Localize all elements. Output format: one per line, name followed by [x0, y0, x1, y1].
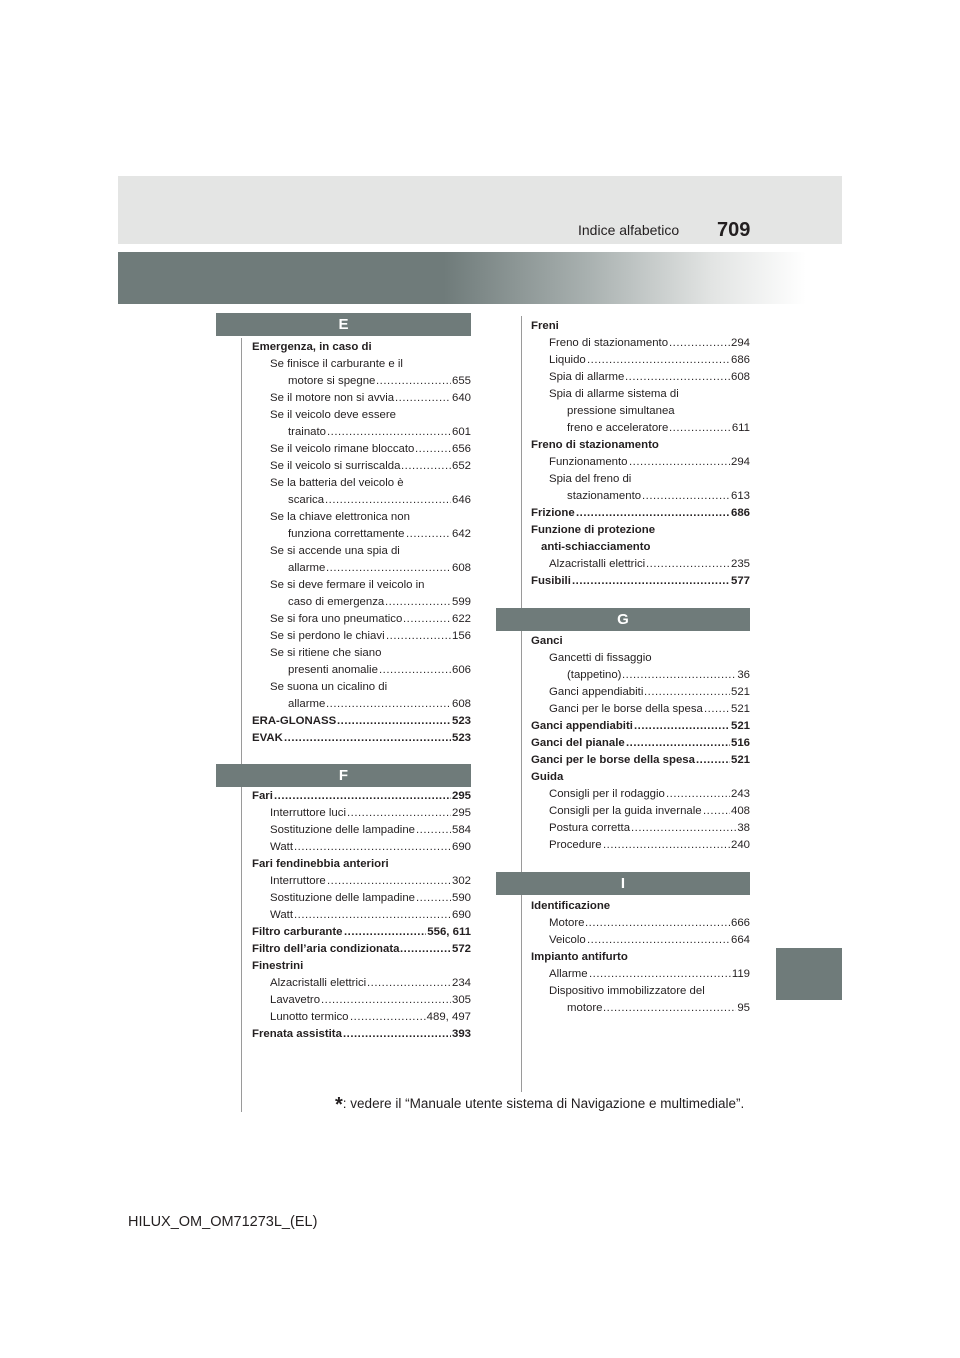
- index-entry-line: [531, 573, 750, 590]
- index-entry-line: [531, 932, 750, 949]
- index-entry-line: [252, 645, 471, 662]
- index-entry-label: Watt: [270, 841, 293, 853]
- index-entry-page[interactable]: 156: [451, 628, 471, 645]
- index-entry-label: Ganci appendiabiti: [549, 686, 644, 698]
- index-entry-label: Procedure: [549, 839, 602, 851]
- index-entry-page[interactable]: 642: [451, 526, 471, 543]
- index-entry-page[interactable]: 613: [730, 488, 750, 505]
- index-entry-page[interactable]: 523: [451, 730, 471, 747]
- leader-dots: [401, 458, 451, 475]
- leader-dots: [379, 662, 451, 679]
- footnote-asterisk: *: [335, 1094, 343, 1116]
- leader-dots: [603, 837, 730, 854]
- index-entry-label: allarme: [288, 562, 326, 574]
- index-entry-page[interactable]: 240: [730, 837, 750, 854]
- leader-dots: [585, 915, 730, 932]
- page-number: 709: [717, 219, 751, 241]
- index-entry-label: Motore: [549, 917, 585, 929]
- index-entry-line: [252, 424, 471, 441]
- index-entry-line: [252, 924, 471, 941]
- leader-dots: [587, 352, 730, 369]
- index-entry-page[interactable]: 243: [730, 786, 750, 803]
- index-entry-page[interactable]: 666: [730, 915, 750, 932]
- index-entry-page[interactable]: 36: [736, 667, 750, 684]
- index-entry-label: anti-schiacciamento: [541, 541, 651, 553]
- index-entry-label: Se il veicolo rimane bloccato: [270, 443, 415, 455]
- index-entry-page[interactable]: 640: [451, 390, 471, 407]
- leader-dots: [646, 556, 730, 573]
- index-entry-label: Alzacristalli elettrici: [549, 558, 646, 570]
- index-entry-line: [252, 839, 471, 856]
- index-entry-page[interactable]: 305: [451, 992, 471, 1009]
- index-entry-page[interactable]: 234: [451, 975, 471, 992]
- index-entry-label: Alzacristalli elettrici: [270, 977, 367, 989]
- index-entry-page[interactable]: 489, 497: [426, 1009, 471, 1026]
- leader-dots: [284, 730, 451, 747]
- index-entry-page[interactable]: 686: [730, 352, 750, 369]
- index-entry-label: Ganci per le borse della spesa: [549, 703, 703, 715]
- index-entry-line: [531, 667, 750, 684]
- index-entry-line: [252, 594, 471, 611]
- index-entry-page[interactable]: 521: [730, 684, 750, 701]
- index-entry-line: [252, 628, 471, 645]
- footnote: [335, 1094, 744, 1117]
- index-entry-line: [252, 907, 471, 924]
- index-entry-label: Se il veicolo deve essere: [270, 409, 396, 421]
- index-entry-line: [252, 577, 471, 594]
- index-entry-line: [531, 335, 750, 352]
- leader-dots: [294, 907, 451, 924]
- right-column-rule: [521, 316, 522, 1092]
- index-entry-page[interactable]: 584: [451, 822, 471, 839]
- section-header-g: G: [496, 608, 750, 631]
- index-entry-page[interactable]: 119: [731, 966, 750, 983]
- index-entry-label: (tappetino): [567, 669, 622, 681]
- index-entry-line: [252, 941, 471, 958]
- index-entry-page[interactable]: 611: [731, 420, 750, 437]
- index-entry-label: Funzione di protezione: [531, 524, 656, 536]
- index-entry-label: Ganci appendiabiti: [531, 720, 633, 732]
- index-entry-label: ERA-GLONASS: [252, 715, 337, 727]
- index-entry-line: [252, 441, 471, 458]
- index-entry-page[interactable]: 608: [451, 696, 471, 713]
- index-entry-line: [531, 915, 750, 932]
- index-entry-label: funziona correttamente: [288, 528, 405, 540]
- index-entry-line: [252, 492, 471, 509]
- index-entry-line: [531, 735, 750, 752]
- index-entry-line: [531, 684, 750, 701]
- section-header-i: I: [496, 872, 750, 895]
- index-entry-line: [252, 713, 471, 730]
- index-entry-label: Se la chiave elettronica non: [270, 511, 410, 523]
- leader-dots: [325, 492, 451, 509]
- index-entry-label: Interruttore: [270, 875, 326, 887]
- leader-dots: [403, 611, 451, 628]
- index-list-f-continued: [531, 318, 750, 590]
- index-entry-page[interactable]: 646: [451, 492, 471, 509]
- index-entry-line: [252, 509, 471, 526]
- index-entry-page[interactable]: 556, 611: [426, 924, 471, 941]
- index-entry-line: [252, 822, 471, 839]
- index-list-i: [531, 898, 750, 1017]
- section-header-f: F: [216, 764, 471, 787]
- index-entry-label: Freno di stazionamento: [549, 337, 669, 349]
- index-entry-line: [252, 458, 471, 475]
- leader-dots: [415, 441, 451, 458]
- index-entry-page[interactable]: 408: [730, 803, 750, 820]
- index-entry-line: [531, 1000, 750, 1017]
- leader-dots: [406, 526, 451, 543]
- index-entry-line: [252, 788, 471, 805]
- index-entry-label: Sostituzione delle lampadine: [270, 824, 416, 836]
- index-entry-line: [252, 873, 471, 890]
- index-entry-line: [531, 898, 750, 915]
- index-entry-page[interactable]: 295: [451, 805, 471, 822]
- index-entry-page[interactable]: 521: [730, 752, 750, 769]
- index-entry-label: Postura corretta: [549, 822, 631, 834]
- index-entry-line: [531, 769, 750, 786]
- index-entry-label: Frizione: [531, 507, 575, 519]
- index-entry-label: Ganci: [531, 635, 563, 647]
- leader-dots: [367, 975, 451, 992]
- index-entry-label: Allarme: [549, 968, 588, 980]
- leader-dots: [400, 941, 451, 958]
- index-entry-page[interactable]: 601: [451, 424, 471, 441]
- index-entry-label: Gancetti di fissaggio: [549, 652, 652, 664]
- index-entry-page[interactable]: 302: [451, 873, 471, 890]
- index-entry-page[interactable]: 294: [730, 335, 750, 352]
- index-entry-line: [531, 650, 750, 667]
- index-entry-label: caso di emergenza: [288, 596, 385, 608]
- index-entry-label: Consigli per la guida invernale: [549, 805, 702, 817]
- index-entry-line: [252, 696, 471, 713]
- index-entry-line: [531, 556, 750, 573]
- index-entry-line: [531, 403, 750, 420]
- leader-dots: [626, 735, 730, 752]
- index-entry-page[interactable]: 590: [451, 890, 471, 907]
- index-entry-label: Se suona un cicalino di: [270, 681, 388, 693]
- index-entry-label: freno e acceleratore: [567, 422, 669, 434]
- index-entry-label: Fusibili: [531, 575, 571, 587]
- index-entry-line: [531, 318, 750, 335]
- index-entry-line: [531, 352, 750, 369]
- index-entry-page[interactable]: 690: [451, 839, 471, 856]
- index-entry-line: [252, 356, 471, 373]
- index-entry-label: Spia del freno di: [549, 473, 632, 485]
- index-entry-page[interactable]: 95: [736, 1000, 750, 1017]
- index-list-g: [531, 633, 750, 854]
- leader-dots: [696, 752, 730, 769]
- leader-dots: [395, 390, 451, 407]
- leader-dots: [642, 488, 730, 505]
- index-entry-line: [252, 662, 471, 679]
- leader-dots: [669, 335, 730, 352]
- index-entry-label: scarica: [288, 494, 325, 506]
- index-entry-label: Identificazione: [531, 900, 611, 912]
- index-entry-line: [531, 420, 750, 437]
- index-entry-label: Se il motore non si avvia: [270, 392, 395, 404]
- index-entry-label: Consigli per il rodaggio: [549, 788, 665, 800]
- index-entry-label: allarme: [288, 698, 326, 710]
- index-entry-line: [531, 786, 750, 803]
- leader-dots: [294, 839, 451, 856]
- leader-dots: [344, 924, 426, 941]
- gradient-band: [118, 252, 842, 304]
- index-entry-line: [531, 633, 750, 650]
- index-entry-line: [252, 992, 471, 1009]
- index-entry-label: Veicolo: [549, 934, 586, 946]
- index-entry-page[interactable]: 664: [730, 932, 750, 949]
- index-entry-line: [252, 679, 471, 696]
- index-list-e: [252, 339, 471, 747]
- index-entry-label: Liquido: [549, 354, 586, 366]
- index-entry-line: [531, 837, 750, 854]
- index-entry-label: Se si perdono le chiavi: [270, 630, 385, 642]
- index-entry-line: [531, 966, 750, 983]
- leader-dots: [386, 628, 451, 645]
- leader-dots: [631, 820, 736, 837]
- index-entry-label: trainato: [288, 426, 326, 438]
- index-entry-page[interactable]: 690: [451, 907, 471, 924]
- index-entry-page[interactable]: 523: [451, 713, 471, 730]
- leader-dots: [343, 1026, 451, 1043]
- index-entry-page[interactable]: 521: [730, 701, 750, 718]
- index-entry-line: [531, 718, 750, 735]
- index-entry-line: [531, 820, 750, 837]
- index-entry-page[interactable]: 608: [451, 560, 471, 577]
- index-entry-line: [252, 526, 471, 543]
- leader-dots: [327, 424, 451, 441]
- index-entry-label: Frenata assistita: [252, 1028, 342, 1040]
- index-entry-label: Freni: [531, 320, 559, 332]
- index-entry-label: presenti anomalie: [288, 664, 378, 676]
- index-list-f: [252, 788, 471, 1043]
- leader-dots: [572, 573, 730, 590]
- index-entry-line: [252, 856, 471, 873]
- index-entry-page[interactable]: 521: [730, 718, 750, 735]
- index-entry-line: [252, 975, 471, 992]
- index-entry-page[interactable]: 622: [451, 611, 471, 628]
- leader-dots: [625, 369, 730, 386]
- leader-dots: [704, 701, 730, 718]
- index-entry-page[interactable]: 686: [730, 505, 750, 522]
- index-entry-label: Filtro carburante: [252, 926, 343, 938]
- index-entry-label: Funzionamento: [549, 456, 628, 468]
- index-entry-page[interactable]: 295: [451, 788, 471, 805]
- index-entry-label: Se si fora uno pneumatico: [270, 613, 403, 625]
- index-entry-label: Spia di allarme sistema di: [549, 388, 679, 400]
- index-entry-line: [531, 505, 750, 522]
- leader-dots: [326, 560, 451, 577]
- index-entry-label: pressione simultanea: [567, 405, 675, 417]
- index-entry-label: Emergenza, in caso di: [252, 341, 372, 353]
- index-entry-line: [531, 488, 750, 505]
- left-column-rule: [241, 338, 242, 1112]
- document-code: HILUX_OM_OM71273L_(EL): [128, 1214, 318, 1230]
- index-entry-line: [531, 454, 750, 471]
- index-entry-page[interactable]: 599: [451, 594, 471, 611]
- index-entry-label: Sostituzione delle lampadine: [270, 892, 416, 904]
- leader-dots: [416, 890, 451, 907]
- index-entry-label: Se si deve fermare il veicolo in: [270, 579, 425, 591]
- leader-dots: [644, 684, 730, 701]
- index-entry-page[interactable]: 516: [730, 735, 750, 752]
- leader-dots: [416, 822, 451, 839]
- chapter-tab: [776, 948, 842, 1000]
- leader-dots: [376, 373, 451, 390]
- index-entry-label: Se si accende una spia di: [270, 545, 400, 557]
- leader-dots: [587, 932, 730, 949]
- index-entry-line: [531, 471, 750, 488]
- index-entry-line: [531, 803, 750, 820]
- index-entry-line: [531, 437, 750, 454]
- index-entry-line: [531, 386, 750, 403]
- index-entry-page[interactable]: 606: [451, 662, 471, 679]
- index-entry-line: [252, 560, 471, 577]
- index-entry-line: [252, 1009, 471, 1026]
- leader-dots: [589, 966, 731, 983]
- index-entry-label: Fari: [252, 790, 273, 802]
- leader-dots: [350, 1009, 426, 1026]
- leader-dots: [669, 420, 731, 437]
- leader-dots: [274, 788, 451, 805]
- leader-dots: [666, 786, 730, 803]
- index-entry-label: motore si spegne: [288, 375, 376, 387]
- index-entry-line: [531, 983, 750, 1000]
- index-entry-line: [531, 522, 750, 539]
- index-entry-line: [252, 373, 471, 390]
- index-entry-line: [252, 390, 471, 407]
- index-entry-page[interactable]: 652: [451, 458, 471, 475]
- footnote-text: : vedere il “Manuale utente sistema di Navigazione e multimediale”.: [342, 1096, 745, 1111]
- index-entry-label: Dispositivo immobilizzatore del: [549, 985, 705, 997]
- leader-dots: [576, 505, 730, 522]
- index-entry-label: Freno di stazionamento: [531, 439, 659, 451]
- index-entry-label: Ganci per le borse della spesa: [531, 754, 695, 766]
- index-entry-page[interactable]: 577: [730, 573, 750, 590]
- index-entry-line: [531, 752, 750, 769]
- index-entry-label: motore: [567, 1002, 603, 1014]
- index-entry-line: [252, 1026, 471, 1043]
- index-entry-line: [252, 730, 471, 747]
- leader-dots: [347, 805, 451, 822]
- index-entry-label: Lavavetro: [270, 994, 321, 1006]
- leader-dots: [321, 992, 451, 1009]
- leader-dots: [703, 803, 730, 820]
- index-entry-label: Lunotto termico: [270, 1011, 349, 1023]
- index-entry-line: [252, 805, 471, 822]
- index-entry-label: Se si ritiene che siano: [270, 647, 382, 659]
- index-entry-line: [531, 701, 750, 718]
- index-entry-page[interactable]: 235: [730, 556, 750, 573]
- index-entry-label: Finestrini: [252, 960, 304, 972]
- index-entry-label: Interruttore luci: [270, 807, 346, 819]
- page-title: Indice alfabetico: [578, 222, 680, 238]
- index-entry-line: [252, 543, 471, 560]
- leader-dots: [629, 454, 730, 471]
- index-entry-label: Ganci del pianale: [531, 737, 625, 749]
- index-entry-line: [252, 890, 471, 907]
- index-entry-label: Watt: [270, 909, 293, 921]
- section-header-e: E: [216, 313, 471, 336]
- index-entry-line: [252, 407, 471, 424]
- index-entry-line: [252, 611, 471, 628]
- index-entry-label: EVAK: [252, 732, 283, 744]
- index-entry-label: stazionamento: [567, 490, 642, 502]
- leader-dots: [622, 667, 736, 684]
- index-entry-label: Spia di allarme: [549, 371, 625, 383]
- index-entry-label: Filtro dell’aria condizionata: [252, 943, 400, 955]
- index-entry-label: Se finisce il carburante e il: [270, 358, 403, 370]
- index-entry-label: Se la batteria del veicolo è: [270, 477, 404, 489]
- index-entry-label: Fari fendinebbia anteriori: [252, 858, 389, 870]
- index-entry-page[interactable]: 656: [451, 441, 471, 458]
- index-entry-line: [252, 958, 471, 975]
- leader-dots: [327, 873, 451, 890]
- index-entry-label: Impianto antifurto: [531, 951, 628, 963]
- index-entry-line: [531, 949, 750, 966]
- index-entry-page[interactable]: 572: [451, 941, 471, 958]
- index-entry-label: Se il veicolo si surriscalda: [270, 460, 401, 472]
- leader-dots: [603, 1000, 736, 1017]
- index-entry-line: [252, 475, 471, 492]
- index-entry-page[interactable]: 38: [736, 820, 750, 837]
- index-entry-page[interactable]: 655: [451, 373, 471, 390]
- index-entry-label: Guida: [531, 771, 564, 783]
- index-entry-page[interactable]: 294: [730, 454, 750, 471]
- leader-dots: [326, 696, 451, 713]
- index-entry-line: [531, 369, 750, 386]
- leader-dots: [634, 718, 730, 735]
- index-entry-page[interactable]: 393: [451, 1026, 471, 1043]
- index-entry-page[interactable]: 608: [730, 369, 750, 386]
- leader-dots: [337, 713, 451, 730]
- leader-dots: [385, 594, 451, 611]
- index-entry-line: [531, 539, 750, 556]
- index-entry-line: [252, 339, 471, 356]
